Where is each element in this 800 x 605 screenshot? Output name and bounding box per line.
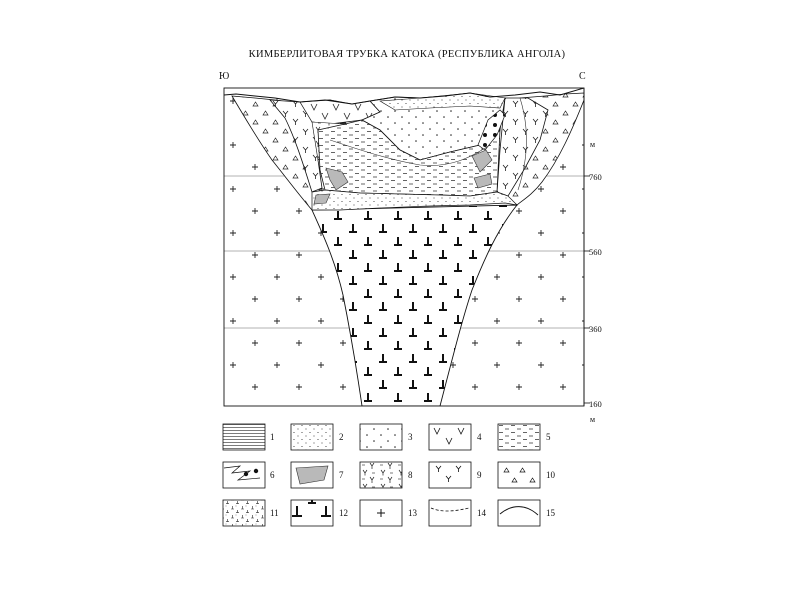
svg-text:3: 3 [408, 432, 413, 442]
svg-text:5: 5 [546, 432, 551, 442]
svg-text:14: 14 [477, 508, 486, 518]
legend-item-11 [223, 500, 279, 526]
svg-text:10: 10 [546, 470, 555, 480]
figure-title: КИМБЕРЛИТОВАЯ ТРУБКА КАТОКА (РЕСПУБЛИКА АНГОЛА) [248, 49, 566, 60]
svg-text:2: 2 [339, 432, 344, 442]
elevation-label-160: 160 [589, 399, 602, 409]
svg-text:13: 13 [408, 508, 417, 518]
cross-section [224, 88, 584, 406]
elevation-label-560: 560 [589, 247, 602, 257]
svg-text:15: 15 [546, 508, 555, 518]
legend-item-10 [498, 462, 556, 488]
elevation-label-760: 760 [589, 172, 602, 182]
legend-item-14 [429, 500, 487, 526]
legend-item-4 [429, 424, 482, 450]
legend-item-8 [360, 462, 413, 488]
svg-text:6: 6 [270, 470, 275, 480]
legend-item-5 [498, 424, 551, 450]
legend-item-13 [360, 500, 418, 526]
svg-text:1: 1 [270, 432, 275, 442]
svg-text:9: 9 [477, 470, 482, 480]
svg-text:11: 11 [270, 508, 279, 518]
elevation-label-360: 360 [589, 324, 602, 334]
svg-text:4: 4 [477, 432, 482, 442]
legend-item-9 [429, 462, 482, 488]
legend-item-12 [291, 500, 348, 526]
elevation-unit-top: м [590, 140, 596, 149]
legend-item-1 [223, 424, 275, 450]
legend-item-3 [360, 424, 413, 450]
legend-item-6 [223, 462, 275, 488]
legend [223, 424, 556, 526]
legend-item-15 [498, 500, 556, 526]
direction-north-label: С [579, 71, 586, 82]
legend-item-2 [291, 424, 344, 450]
svg-text:7: 7 [339, 470, 344, 480]
elevation-unit-bottom: м [590, 415, 596, 424]
legend-item-7 [291, 462, 344, 488]
svg-text:12: 12 [339, 508, 348, 518]
svg-text:8: 8 [408, 470, 413, 480]
direction-south-label: Ю [219, 71, 230, 82]
